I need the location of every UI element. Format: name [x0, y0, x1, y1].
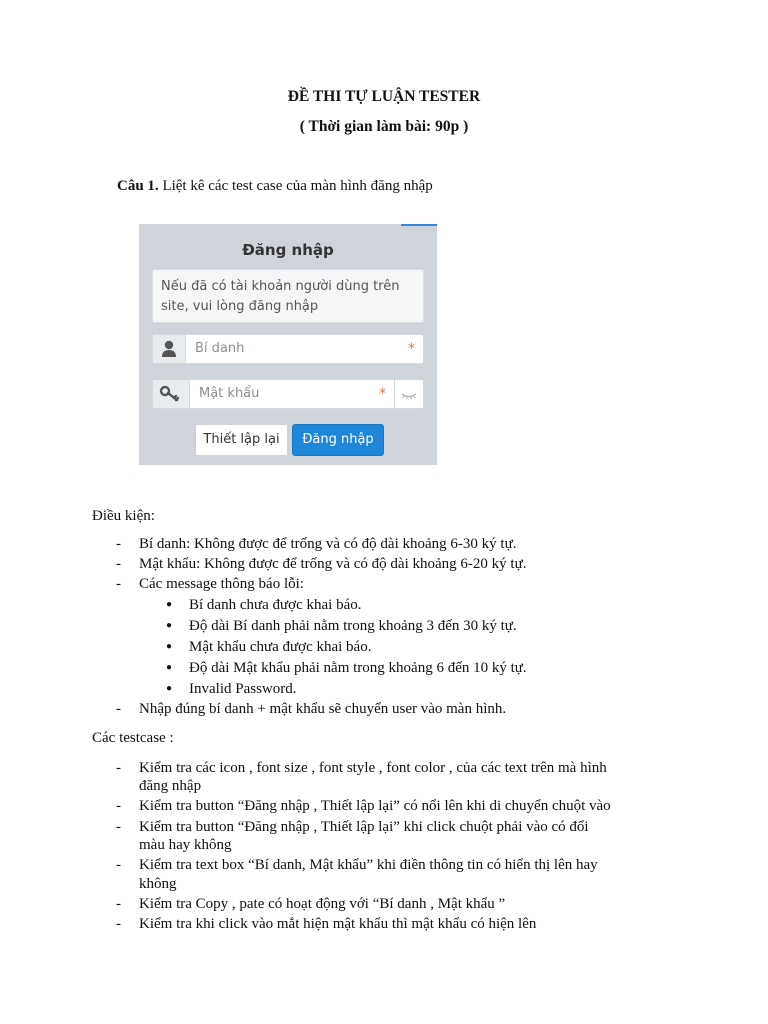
list-dash: -	[116, 896, 121, 912]
error-message: Mật khẩu chưa được khai báo.	[189, 639, 372, 655]
condition-item: Nhập đúng bí danh + mật khẩu sẽ chuyển user vào màn hình.	[139, 701, 507, 717]
panel-accent-line	[401, 224, 437, 226]
list-bullet: ●	[166, 683, 173, 694]
list-dash: -	[116, 798, 121, 814]
question-label: Câu 1.	[117, 178, 159, 194]
username-placeholder: Bí danh	[195, 341, 245, 356]
list-bullet: ●	[166, 662, 173, 673]
password-placeholder: Mật khẩu	[199, 386, 260, 401]
testcase-item: Kiểm tra Copy , pate có hoạt động với “Bí danh , Mật khẩu ”	[139, 896, 506, 912]
testcase-item-cont: không	[139, 876, 177, 892]
list-bullet: ●	[166, 620, 173, 631]
error-message: Invalid Password.	[189, 681, 297, 697]
login-button[interactable]: Đăng nhập	[292, 424, 384, 456]
password-required-mark: *	[379, 386, 386, 402]
testcase-item: Kiểm tra text box “Bí danh, Mật khẩu” khi điền thông tin có hiển thị lên hay	[139, 857, 598, 873]
list-dash: -	[116, 556, 121, 572]
testcase-item-cont: đăng nhập	[139, 778, 202, 794]
list-bullet: ●	[166, 599, 173, 610]
testcases-heading: Các testcase :	[92, 730, 174, 746]
condition-item: Các message thông báo lỗi:	[139, 576, 304, 592]
list-dash: -	[116, 760, 121, 776]
username-required-mark: *	[408, 341, 415, 357]
list-dash: -	[116, 576, 121, 592]
testcase-item-cont: màu hay không	[139, 837, 232, 853]
testcase-item: Kiểm tra button “Đăng nhập , Thiết lập lại” khi click chuột phải vào có đổi	[139, 819, 589, 835]
list-dash: -	[116, 819, 121, 835]
document-subtitle: ( Thời gian làm bài: 90p )	[299, 118, 469, 135]
condition-item: Mật khẩu: Không được để trống và có độ dài khoảng 6-20 ký tự.	[139, 556, 527, 572]
login-title: Đăng nhập	[242, 241, 334, 259]
question-text: Liệt kê các test case của màn hình đăng nhập	[158, 178, 433, 194]
condition-item: Bí danh: Không được để trống và có độ dài khoảng 6-30 ký tự.	[139, 536, 517, 552]
login-info-box	[152, 269, 424, 323]
list-dash: -	[116, 857, 121, 873]
key-icon	[153, 380, 190, 408]
conditions-heading: Điều kiện:	[92, 508, 155, 524]
error-message: Độ dài Mật khẩu phải nằm trong khoảng 6 đến 10 ký tự.	[189, 660, 527, 676]
info-line-1: Nếu đã có tài khoản người dùng trên	[161, 279, 400, 294]
error-message: Bí danh chưa được khai báo.	[189, 597, 362, 613]
password-field[interactable]	[152, 379, 424, 409]
list-dash: -	[116, 536, 121, 552]
list-dash: -	[116, 916, 121, 932]
question-1	[117, 176, 433, 196]
eye-slash-icon[interactable]	[394, 380, 423, 408]
document-title: ĐỀ THI TỰ LUẬN TESTER	[287, 88, 481, 105]
list-bullet: ●	[166, 641, 173, 652]
error-message: Độ dài Bí danh phải nằm trong khoảng 3 đến 30 ký tự.	[189, 618, 517, 634]
user-icon	[153, 335, 186, 363]
testcase-item: Kiểm tra button “Đăng nhập , Thiết lập lại” có nổi lên khi di chuyển chuột vào	[139, 798, 611, 814]
testcase-item: Kiểm tra khi click vào mắt hiện mật khẩu thì mật khẩu có hiện lên	[139, 916, 537, 932]
list-dash: -	[116, 701, 121, 717]
reset-button[interactable]: Thiết lập lại	[195, 424, 288, 456]
username-field[interactable]	[152, 334, 424, 364]
testcase-item: Kiểm tra các icon , font size , font style , font color , của các text trên mà hình	[139, 760, 607, 776]
info-line-2: site, vui lòng đăng nhập	[161, 299, 319, 314]
login-panel	[139, 224, 437, 465]
